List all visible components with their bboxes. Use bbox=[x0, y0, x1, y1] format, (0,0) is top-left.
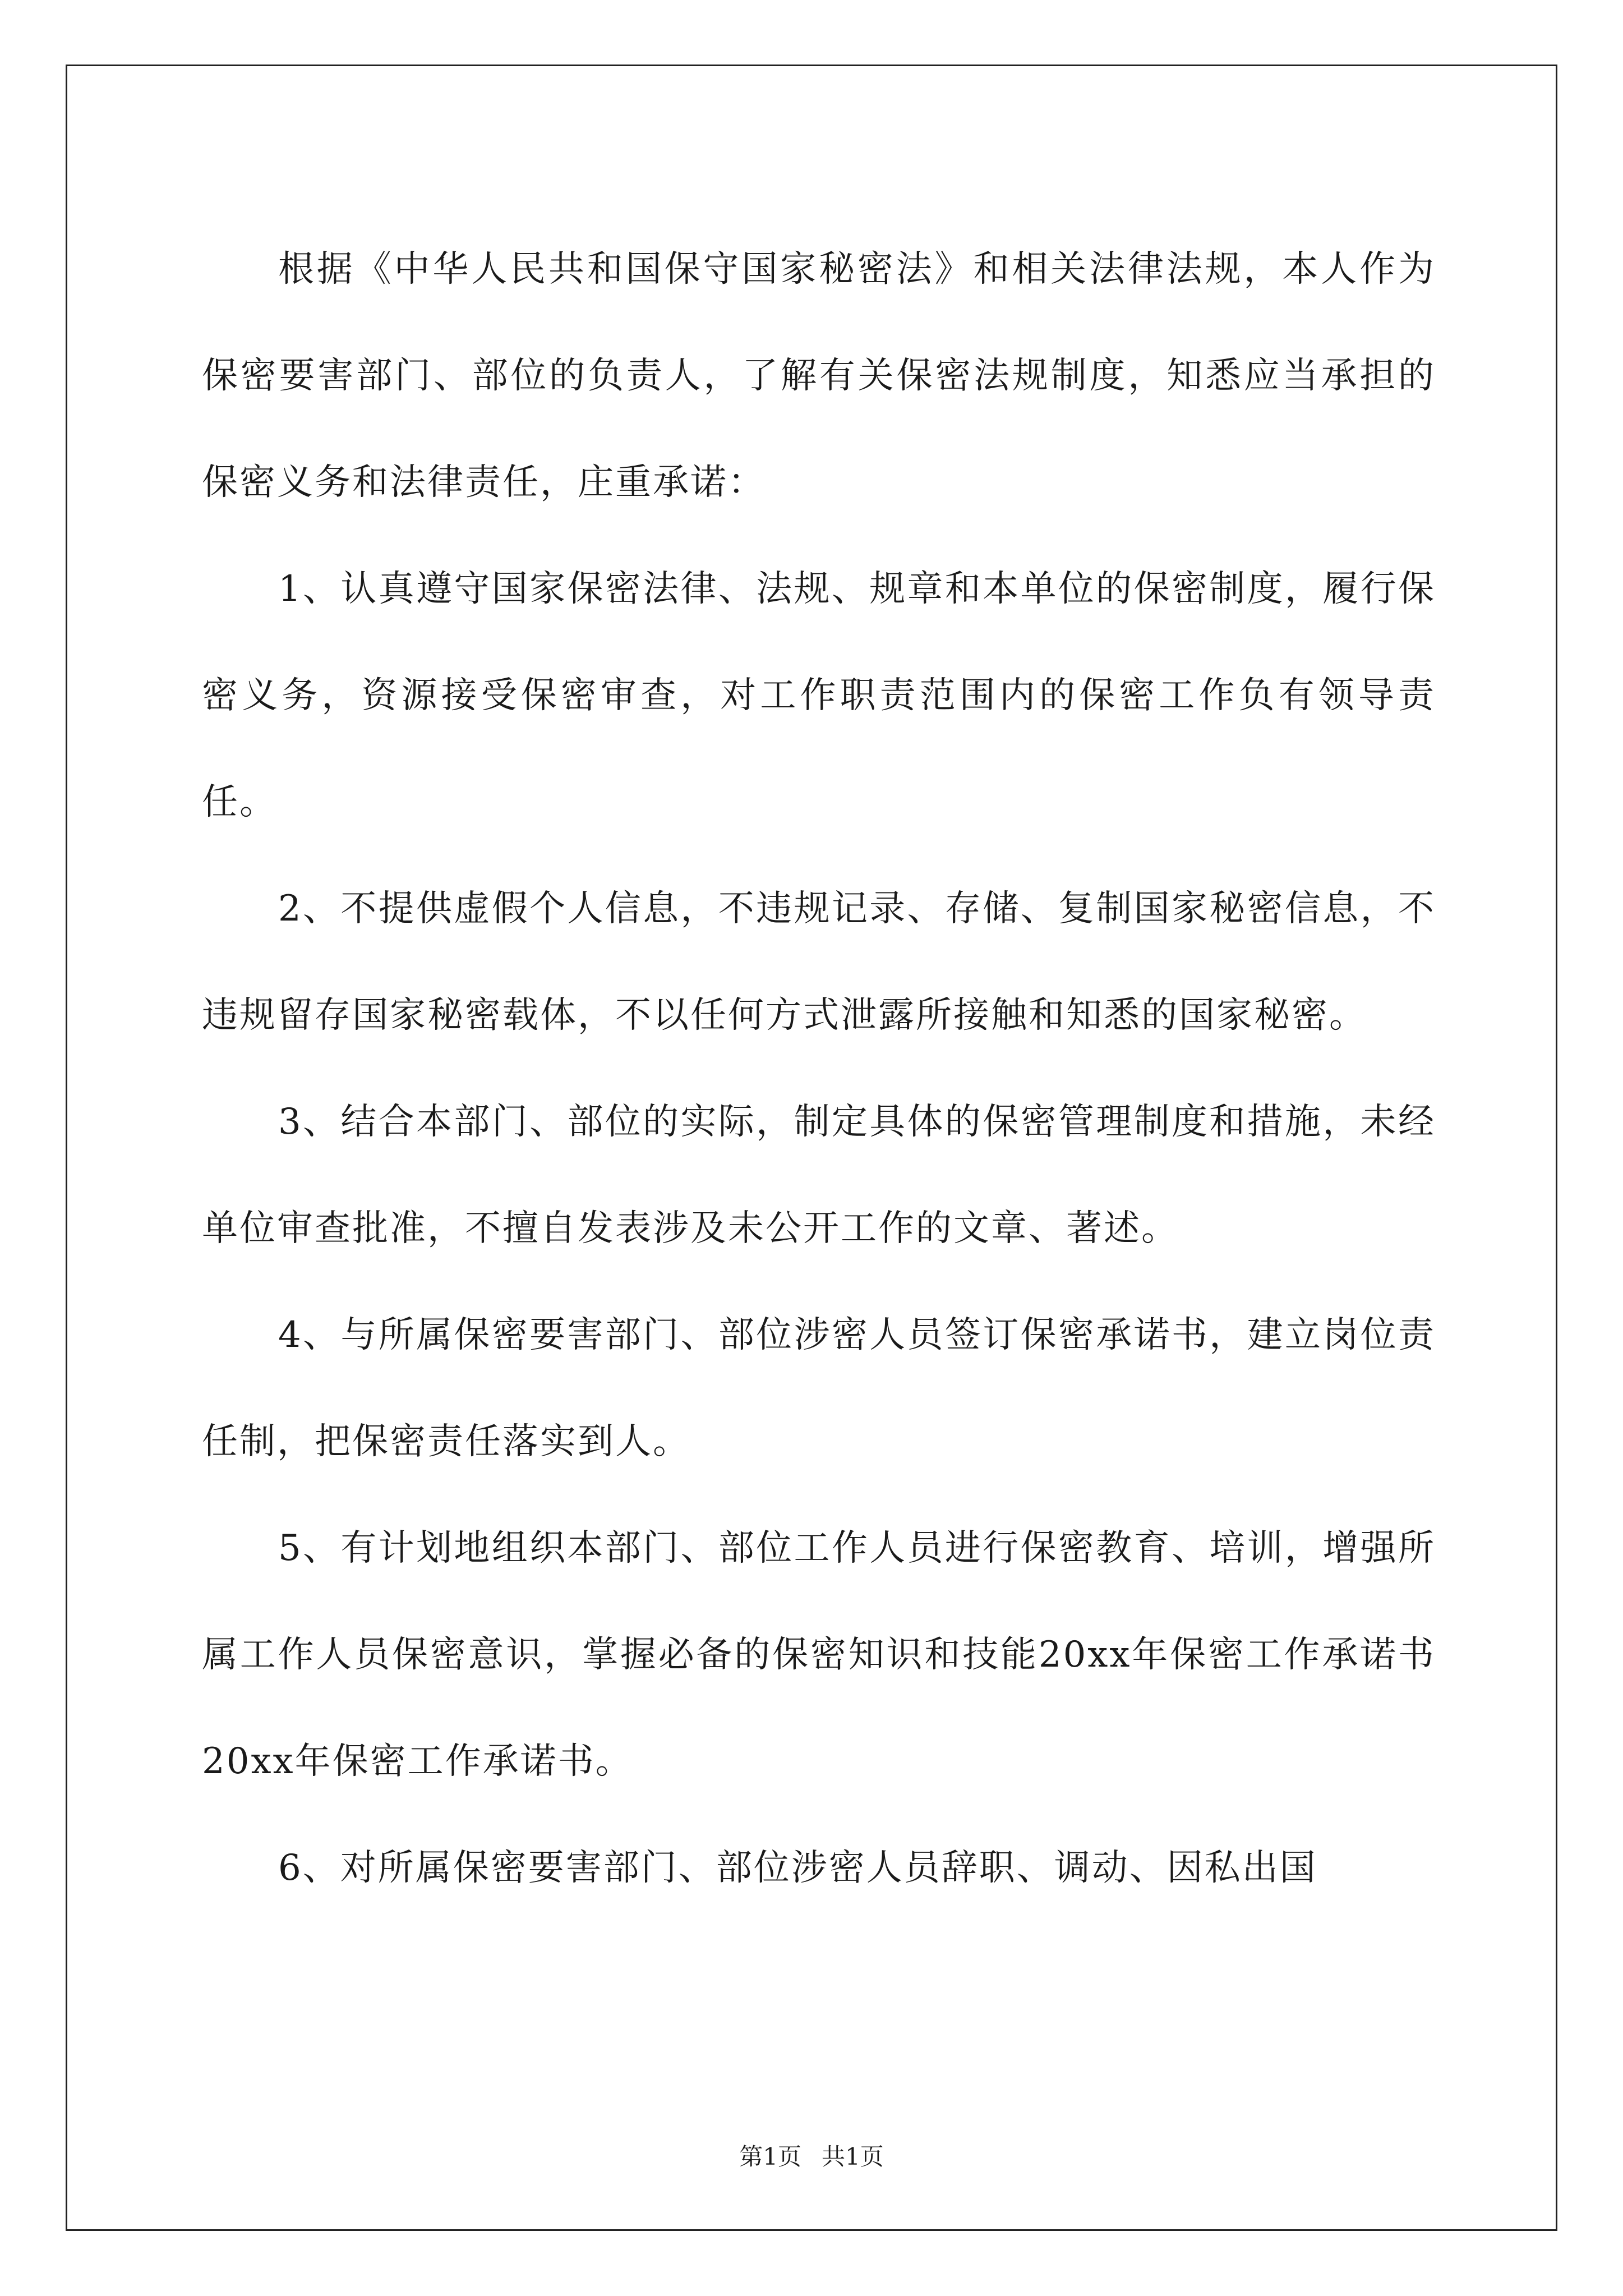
paragraph-item-1: 1、认真遵守国家保密法律、法规、规章和本单位的保密制度，履行保密义务，资源接受保密审查，对工作职责范围内的保密工作负有领导责任。 bbox=[202, 568, 1436, 823]
paragraph-item-4: 4、与所属保密要害部门、部位涉密人员签订保密承诺书，建立岗位责任制，把保密责任落实到人。 bbox=[202, 1314, 1436, 1462]
document-body bbox=[202, 216, 1436, 1921]
paragraph-item-3: 3、结合本部门、部位的实际，制定具体的保密管理制度和措施，未经单位审查批准，不擅自发表涉及未公开工作的文章、著述。 bbox=[202, 1101, 1436, 1249]
paragraph-intro: 根据《中华人民共和国保守国家秘密法》和相关法律法规，本人作为保密要害部门、部位的负责人，了解有关保密法规制度，知悉应当承担的保密义务和法律责任，庄重承诺： bbox=[202, 249, 1436, 503]
paragraph-item-2: 2、不提供虚假个人信息，不违规记录、存储、复制国家秘密信息，不违规留存国家秘密载体，不以任何方式泄露所接触和知悉的国家秘密。 bbox=[202, 888, 1436, 1036]
paragraph-item-6: 6、对所属保密要害部门、部位涉密人员辞职、调动、因私出国 bbox=[278, 1847, 1317, 1889]
page-number-total: 共1页 bbox=[822, 2143, 884, 2170]
paragraph-item-5: 5、有计划地组织本部门、部位工作人员进行保密教育、培训，增强所属工作人员保密意识，掌握必备的保密知识和技能20xx年保密工作承诺书20xx年保密工作承诺书。 bbox=[202, 1527, 1436, 1782]
page-number-current: 第1页 bbox=[739, 2143, 801, 2170]
page-footer bbox=[0, 2140, 1623, 2174]
